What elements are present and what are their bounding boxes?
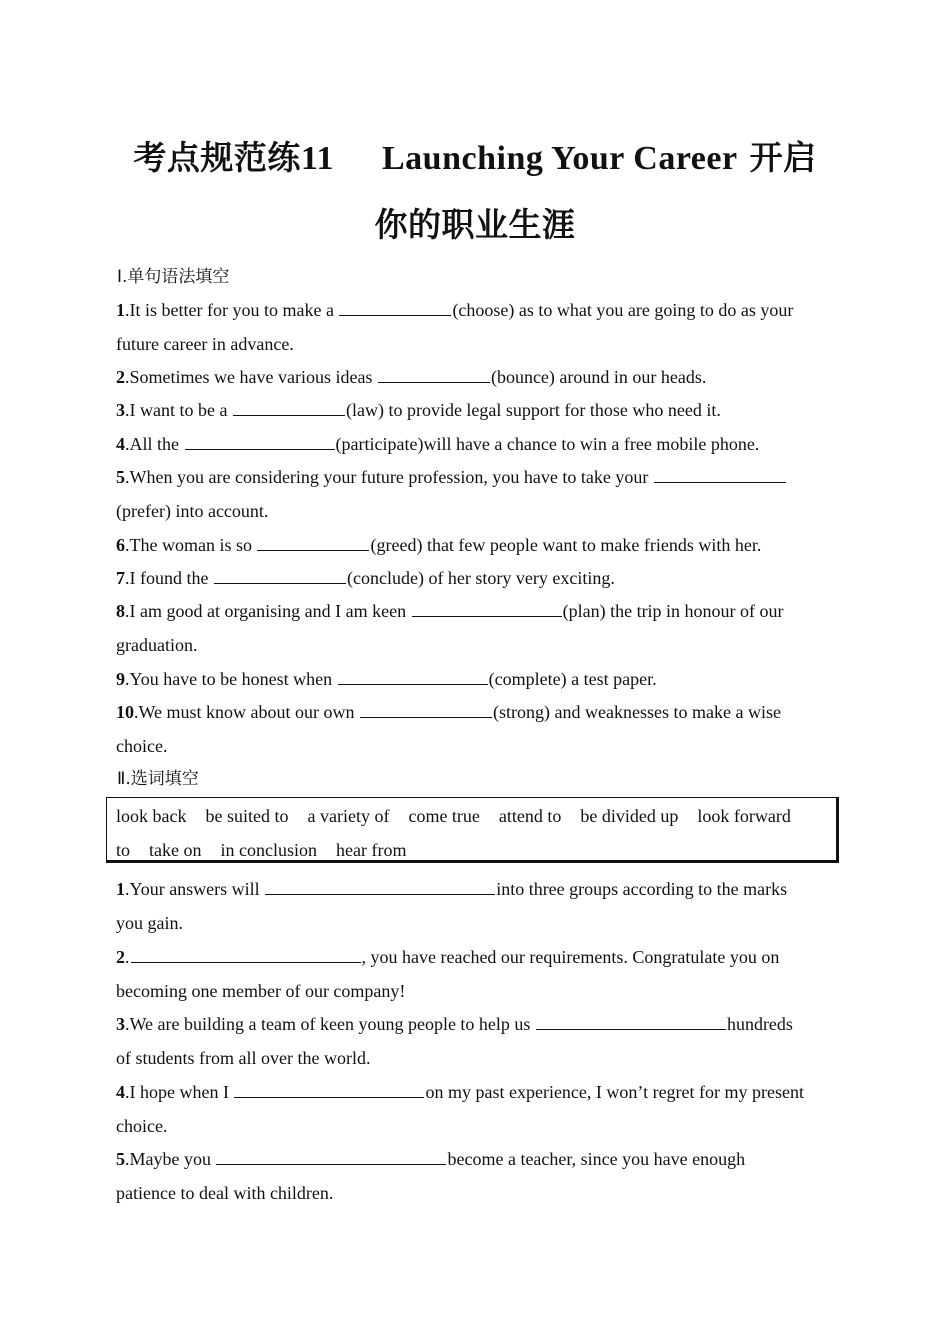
title-cn-suffix: 开启 (749, 138, 817, 177)
s1-item-10-cont: choice. (116, 736, 168, 756)
s1-item-3: 3.I want to be a (law) to provide legal support for those who need it. (116, 400, 721, 420)
word-option: look forward (697, 806, 791, 826)
section1-heading: Ⅰ.单句语法填空 (117, 267, 230, 287)
word-option: to (116, 840, 131, 860)
s1-item-1: 1.It is better for you to make a (choose) as to what you are going to do as your (116, 300, 794, 320)
s2-item-2-cont: becoming one member of our company! (116, 981, 406, 1001)
s1-item-8-cont: graduation. (116, 635, 198, 655)
title-number: 11 (300, 140, 335, 177)
title-cn: 考点规范练 (133, 138, 301, 177)
s2-item-1: 1.Your answers will into three groups according to the marks (116, 879, 788, 899)
answer-blank[interactable] (338, 668, 488, 685)
s1-item-6: 6.The woman is so (greed) that few people want to make friends with her. (116, 535, 762, 555)
word-option: be suited to (205, 806, 289, 826)
s2-item-4-cont: choice. (116, 1116, 168, 1136)
s2-item-1-cont: you gain. (116, 913, 183, 933)
s1-item-4: 4.All the (participate)will have a chance to win a free mobile phone. (116, 434, 760, 454)
title-english: Launching Your Career (382, 140, 738, 177)
s1-item-10: 10.We must know about our own (strong) and weaknesses to make a wise (116, 702, 781, 722)
answer-blank[interactable] (378, 366, 490, 383)
answer-blank[interactable] (339, 299, 451, 316)
answer-blank[interactable] (654, 466, 786, 483)
s2-item-5: 5.Maybe you become a teacher, since you have enough (116, 1149, 746, 1169)
s1-item-5-cont: (prefer) into account. (116, 501, 269, 521)
answer-blank[interactable] (131, 946, 361, 963)
word-option: hear from (336, 840, 407, 860)
answer-blank[interactable] (214, 567, 346, 584)
answer-blank[interactable] (360, 701, 492, 718)
word-bank-row2 (116, 839, 406, 861)
s1-item-7: 7.I found the (conclude) of her story very exciting. (116, 568, 615, 588)
answer-blank[interactable] (536, 1013, 726, 1030)
s1-item-9: 9.You have to be honest when (complete) a test paper. (116, 669, 657, 689)
s2-item-5-cont: patience to deal with children. (116, 1183, 334, 1203)
page-title-line2: 你的职业生涯 (374, 205, 576, 244)
answer-blank[interactable] (412, 600, 562, 617)
answer-blank[interactable] (265, 878, 495, 895)
word-option: look back (116, 806, 187, 826)
answer-blank[interactable] (257, 534, 369, 551)
word-bank-row1 (116, 805, 791, 827)
answer-blank[interactable] (185, 433, 335, 450)
word-option: attend to (498, 806, 562, 826)
word-option: be divided up (580, 806, 679, 826)
s1-item-8: 8.I am good at organising and I am keen (plan) the trip in honour of our (116, 601, 784, 621)
word-bank-box (106, 797, 839, 863)
answer-blank[interactable] (216, 1148, 446, 1165)
s2-item-2: 2. , you have reached our requirements. Congratulate you on (116, 947, 780, 967)
word-option: come true (408, 806, 480, 826)
s2-item-3: 3.We are building a team of keen young people to help us hundreds (116, 1014, 793, 1034)
word-option: a variety of (307, 806, 390, 826)
answer-blank[interactable] (233, 399, 345, 416)
page-title-line1 (90, 138, 860, 179)
s1-item-1-cont: future career in advance. (116, 334, 294, 354)
section2-heading: Ⅱ.选词填空 (117, 769, 199, 789)
s2-item-4: 4.I hope when I on my past experience, I won’t regret for my present (116, 1082, 805, 1102)
s1-item-5: 5.When you are considering your future profession, you have to take your (116, 466, 787, 488)
word-option: in conclusion (220, 840, 317, 860)
word-option: take on (149, 840, 202, 860)
answer-blank[interactable] (234, 1081, 424, 1098)
s1-item-2: 2.Sometimes we have various ideas (bounce) around in our heads. (116, 367, 707, 387)
s2-item-3-cont: of students from all over the world. (116, 1048, 371, 1068)
